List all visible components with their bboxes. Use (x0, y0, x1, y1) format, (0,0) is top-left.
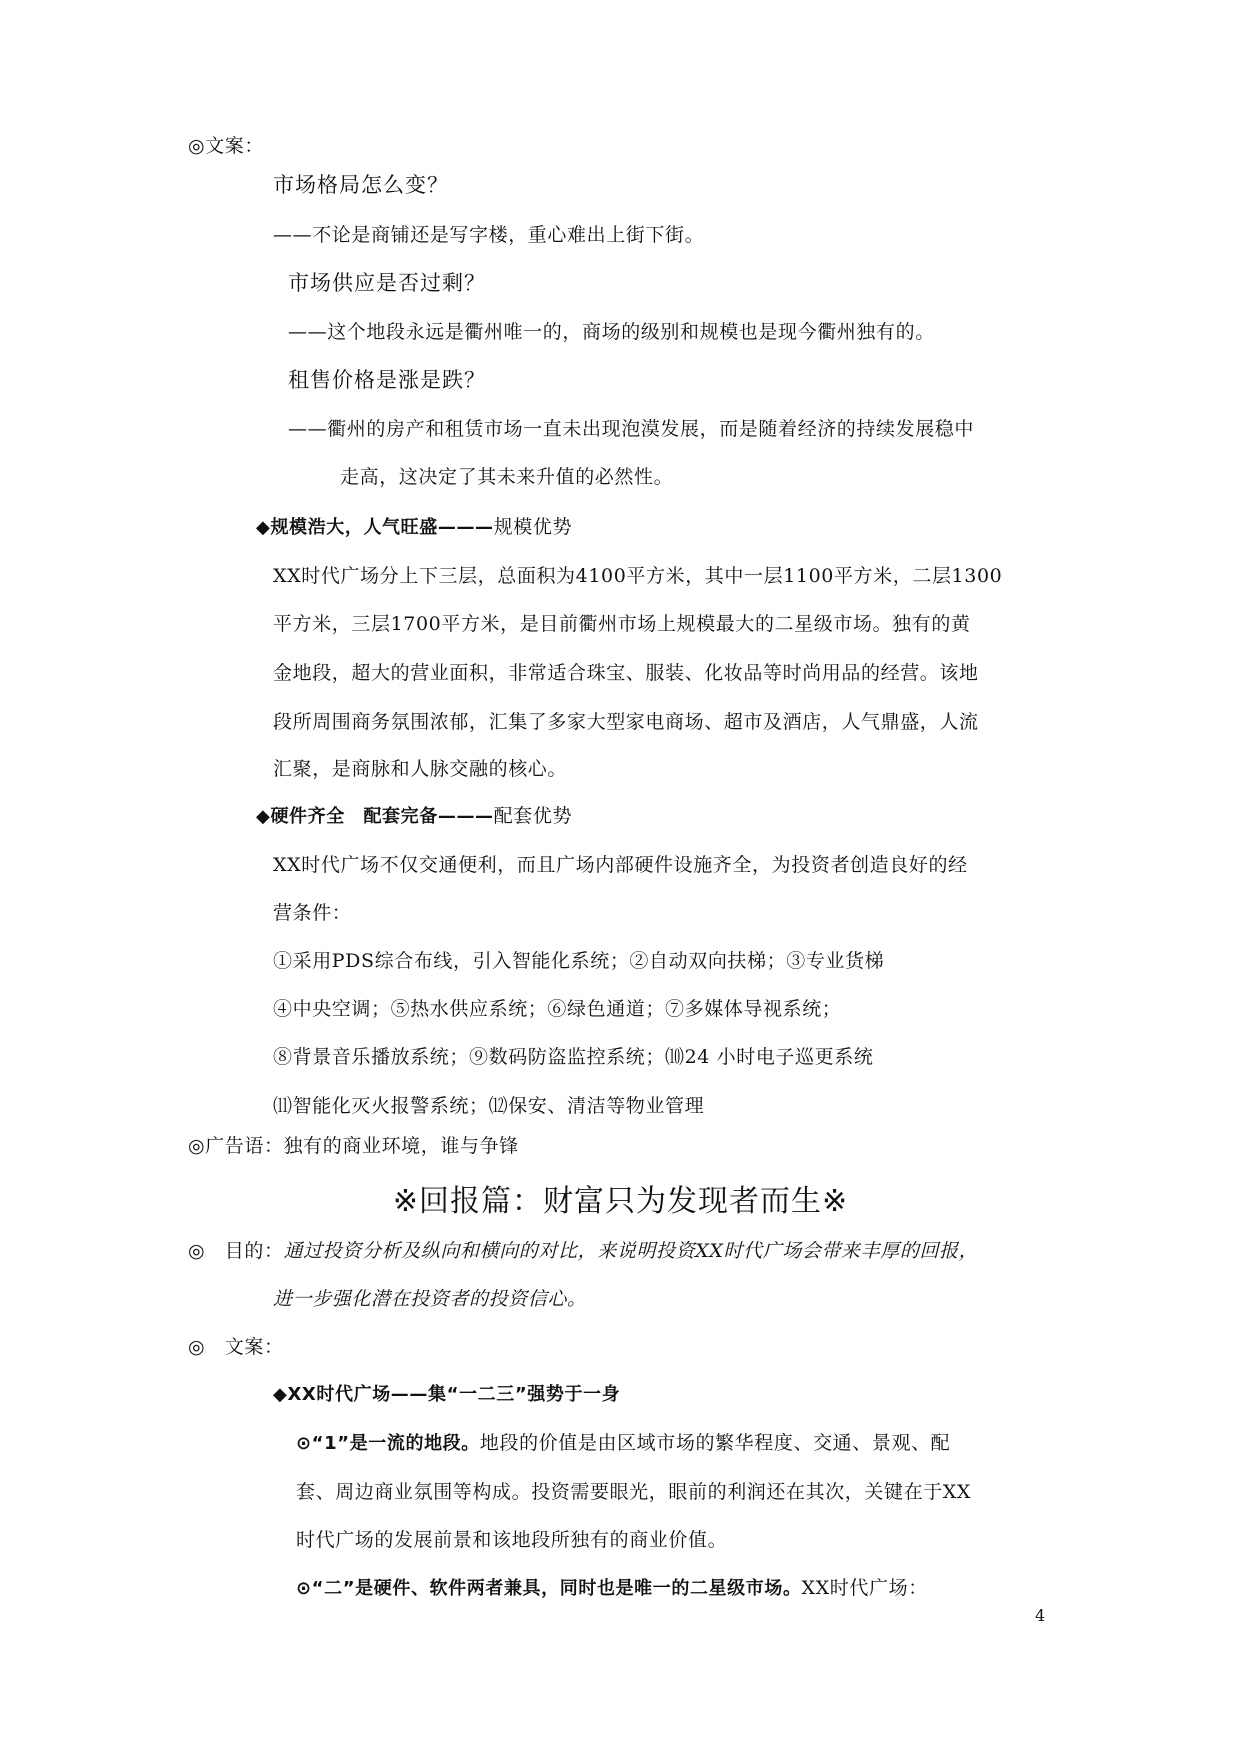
point-two-heading: ⊙“二”是硬件、软件两者兼具，同时也是唯一的二星级市场。 (296, 1578, 802, 1599)
question-heading-supply: 市场供应是否过剩？ (288, 271, 486, 295)
point-one-text: 地段的价值是由区域市场的繁华程度、交通、景观、配 (479, 1432, 951, 1454)
question-heading-market-pattern: 市场格局怎么变？ (273, 173, 449, 197)
paragraph-line: XX时代广场不仅交通便利，而且广场内部硬件设施齐全，为投资者创造良好的经 (273, 854, 968, 876)
section-label-copywriting: ◎文案： (188, 135, 264, 157)
answer-text: ——不论是商铺还是写字楼，重心难出上街下街。 (273, 224, 705, 246)
paragraph-line: XX时代广场分上下三层，总面积为4100平方米，其中一层1100平方米，二层1300 (273, 565, 1003, 587)
bullet-heading-one-two-three: ◆XX时代广场——集“一二三”强势于一身 (273, 1384, 621, 1405)
answer-text: ——衢州的房产和租赁市场一直未出现泡漠发展，而是随着经济的持续发展稳中 (288, 418, 975, 440)
point-two-text: XX时代广场： (801, 1577, 928, 1599)
purpose-label: ◎ 目的： (188, 1240, 284, 1262)
purpose-text: 通过投资分析及纵向和横向的对比，来说明投资XX时代广场会带来丰厚的回报， (283, 1240, 979, 1262)
paragraph-line: 时代广场的发展前景和该地段所独有的商业价值。 (296, 1529, 728, 1551)
bullet-heading-facilities (256, 802, 572, 831)
paragraph-line: 平方米，三层1700平方米，是目前衢州市场上规模最大的二星级市场。独有的黄 (273, 613, 971, 635)
bullet-heading-scale (256, 513, 572, 542)
facility-list-line: ⑾智能化灭火报警系统；⑿保安、清洁等物业管理 (273, 1095, 705, 1117)
answer-text-continued: 走高，这决定了其未来升值的必然性。 (340, 466, 674, 488)
section-label-copywriting: ◎ 文案： (188, 1336, 284, 1358)
facility-list-line: ①采用PDS综合布线，引入智能化系统；②自动双向扶梯；③专业货梯 (273, 950, 885, 972)
slogan-line: ◎广告语：独有的商业环境，谁与争锋 (188, 1135, 519, 1157)
paragraph-line: 营条件： (273, 902, 352, 924)
paragraph-line: 金地段，超大的营业面积，非常适合珠宝、服装、化妆品等时尚用品的经营。该地 (273, 662, 979, 684)
bullet-heading-bold: ◆规模浩大，人气旺盛——— (256, 517, 494, 538)
purpose-line (188, 1237, 978, 1265)
bullet-heading-suffix: 规模优势 (493, 516, 573, 538)
point-one-heading: ⊙“1”是一流的地段。 (296, 1433, 480, 1454)
bullet-heading-suffix: 配套优势 (493, 805, 573, 827)
point-one-line (296, 1429, 950, 1458)
paragraph-line: 段所周围商务氛围浓郁，汇集了多家大型家电商场、超市及酒店，人气鼎盛，人流 (273, 711, 979, 733)
facility-list-line: ⑧背景音乐播放系统；⑨数码防盗监控系统；⑽24 小时电子巡更系统 (273, 1046, 874, 1068)
section-title: ※回报篇：财富只为发现者而生※ (392, 1184, 849, 1219)
paragraph-line: 汇聚，是商脉和人脉交融的核心。 (273, 758, 568, 780)
page-number: 4 (1035, 1606, 1046, 1625)
question-heading-price: 租售价格是涨是跌？ (288, 368, 486, 392)
facility-list-line: ④中央空调；⑤热水供应系统；⑥绿色通道；⑦多媒体导视系统； (273, 998, 842, 1020)
purpose-text-continued: 进一步强化潜在投资者的投资信心。 (273, 1288, 587, 1310)
bullet-heading-bold: ◆硬件齐全 配套完备——— (256, 806, 494, 827)
point-two-line (296, 1574, 928, 1603)
answer-text: ——这个地段永远是衢州唯一的，商场的级别和规模也是现今衢州独有的。 (288, 321, 935, 343)
paragraph-line: 套、周边商业氛围等构成。投资需要眼光，眼前的利润还在其次，关键在于XX (296, 1481, 972, 1503)
